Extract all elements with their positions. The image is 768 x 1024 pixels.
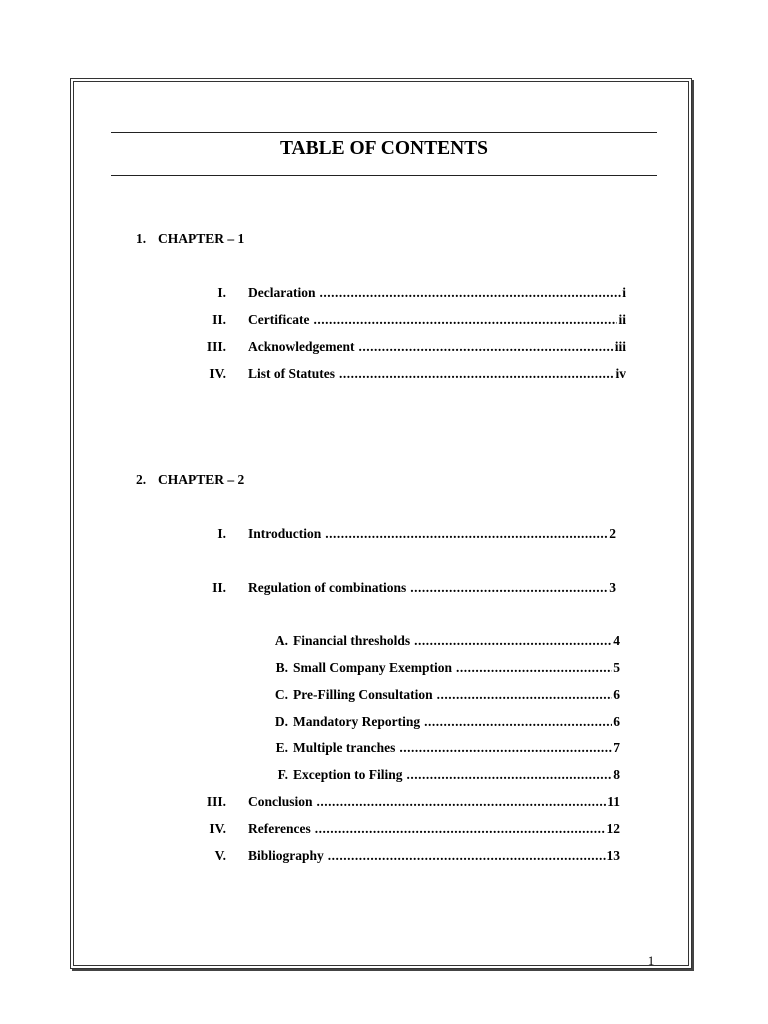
entry-page: 6: [613, 687, 620, 702]
entry-page: 8: [613, 767, 620, 782]
entry-title: Small Company Exemption: [293, 660, 453, 675]
entry-title: Declaration: [248, 285, 316, 300]
entry-title: Multiple tranches: [293, 740, 396, 755]
dot-leader: [315, 821, 606, 837]
dot-leader: [313, 312, 617, 328]
entry-title: List of Statutes: [248, 366, 335, 381]
entry-page: 3: [609, 580, 616, 595]
entry-title: Exception to Filing: [293, 767, 403, 782]
entry-title: References: [248, 821, 311, 836]
entry-page: ii: [618, 312, 626, 327]
entry-number: I.: [217, 526, 226, 541]
entry-title: Pre-Filling Consultation: [293, 687, 433, 702]
entry-title: Bibliography: [248, 848, 324, 863]
entry-number: III.: [206, 794, 226, 809]
entry-page: 4: [613, 633, 620, 648]
entry-page: 6: [613, 714, 620, 729]
dot-leader: [319, 285, 621, 301]
entry-number: F.: [277, 767, 288, 782]
title-rule-top: [111, 132, 657, 133]
entry-title: Certificate: [248, 312, 310, 327]
entry-number: II.: [212, 580, 226, 595]
entry-title: Conclusion: [248, 794, 313, 809]
entry-page: 5: [613, 660, 620, 675]
entry-number: E.: [275, 740, 288, 755]
chapter-2-heading: [136, 472, 244, 488]
entry-title: Mandatory Reporting: [293, 714, 421, 729]
entry-number: V.: [214, 848, 226, 863]
entry-number: I.: [217, 285, 226, 300]
entry-number: III.: [206, 339, 226, 354]
entry-number: IV.: [209, 366, 226, 381]
entry-title: Financial thresholds: [293, 633, 411, 648]
entry-title: Acknowledgement: [248, 339, 355, 354]
entry-page: 2: [609, 526, 616, 541]
dot-leader: [317, 794, 607, 810]
dot-leader: [359, 339, 614, 355]
title-rule-bottom: [111, 175, 657, 176]
entry-page: 7: [613, 740, 620, 755]
chapter-label: CHAPTER – 1: [158, 231, 245, 246]
entry-page: 13: [606, 848, 620, 863]
entry-number: A.: [274, 633, 288, 648]
dot-leader: [339, 366, 614, 382]
entry-number: C.: [274, 687, 288, 702]
dot-leader: [437, 687, 613, 703]
page-number: 1: [647, 953, 655, 968]
entry-number: IV.: [209, 821, 226, 836]
chapter-number: 1.: [136, 231, 147, 246]
entry-page: i: [622, 285, 626, 300]
dot-leader: [410, 580, 608, 596]
chapter-label: CHAPTER – 2: [158, 472, 245, 487]
entry-title: Introduction: [248, 526, 322, 541]
chapter-number: 2.: [136, 472, 147, 487]
entry-page: iii: [614, 339, 626, 354]
page-title: TABLE OF CONTENTS: [279, 138, 489, 159]
dot-leader: [407, 767, 613, 783]
chapter-1-heading: [136, 231, 244, 247]
dot-leader: [414, 633, 612, 649]
entry-page: iv: [615, 366, 626, 381]
entry-number: B.: [275, 660, 288, 675]
dot-leader: [456, 660, 612, 676]
dot-leader: [424, 714, 612, 730]
entry-title: Regulation of combinations: [248, 580, 407, 595]
dot-leader: [328, 848, 606, 864]
entry-page: 11: [607, 794, 620, 809]
dot-leader: [325, 526, 608, 542]
entry-number: II.: [212, 312, 226, 327]
entry-page: 12: [606, 821, 620, 836]
dot-leader: [399, 740, 612, 756]
entry-number: D.: [274, 714, 288, 729]
